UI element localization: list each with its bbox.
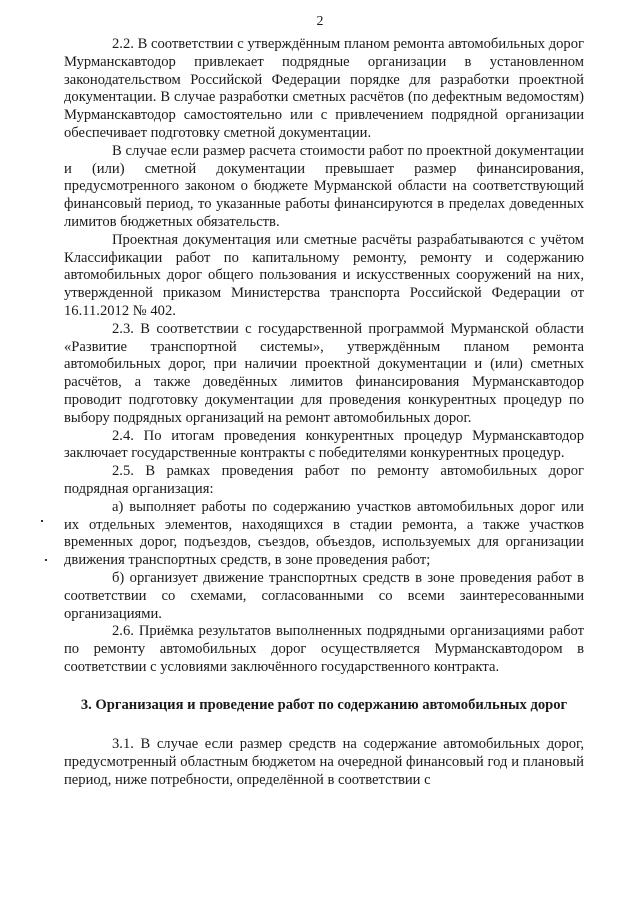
paragraph-2-3: 2.3. В соответствии с государственной программой Мурманской области «Развитие транспортной системы», утверждённым планом ремонта автомобильных дорог, при наличии проектной документации и (или) сметных расчётов, а также доведённых лимитов финансирования Мурманскавтодор проводит подготовку документации для проведения конкурентных процедур по выбору подрядных организаций на ремонт автомобильных дорог. [64, 320, 584, 426]
paragraph-3-1: 3.1. В случае если размер средств на содержание автомобильных дорог, предусмотренный областным бюджетом на очередной финансовый год и плановый период, ниже потребности, определённой в соответствии с [64, 736, 584, 789]
paragraph-2-5: 2.5. В рамках проведения работ по ремонту автомобильных дорог подрядная организация: [64, 463, 584, 497]
paragraph-2-5-a: а) выполняет работы по содержанию участков автомобильных дорог или их отдельных элементов, находящихся в стадии ремонта, а также участков временных дорог, подъездов, съездов, объездов, используемых для организации движения транспортных средств, в зоне проведения работ; [64, 498, 584, 569]
scan-dot-mark [45, 559, 47, 561]
paragraph-2-2: 2.2. В соответствии с утверждённым планом ремонта автомобильных дорог Мурманскавтодор привлекает подрядные организации в установленном законодательством Российской Федерации порядке для разработки проектной документации. В случае разработки сметных расчётов (по дефектным ведомостям) Мурманскавтодор самостоятельно или с привлечением подрядной организации обеспечивает подготовку сметной документации. [64, 36, 584, 141]
section-heading: 3. Организация и проведение работ по содержанию автомобильных дорог [80, 696, 568, 713]
paragraph-2-2-classification: Проектная документация или сметные расчёты разрабатываются с учётом Классификации работ по капитальному ремонту, ремонту и содержанию автомобильных дорог общего пользования и искусственных сооружений на них, утвержденной приказом Министерства транспорта Российской Федерации от 16.11.2012 № 402. [64, 231, 584, 319]
document-body [64, 36, 584, 790]
paragraph-2-6: 2.6. Приёмка результатов выполненных подрядными организациями работ по ремонту автомобильных дорог осуществляется Мурманскавтодором в соответствии с условиями заключённого государственного контракта. [64, 623, 584, 675]
paragraph-2-2-budget: В случае если размер расчета стоимости работ по проектной документации и (или) сметной документации превышает размер финансирования, предусмотренного законом о бюджете Мурманской области на соответствующий финансовый период, то указанные работы финансируются в пределах доведенных лимитов бюджетных обязательств. [64, 142, 584, 230]
paragraph-2-4: 2.4. По итогам проведения конкурентных процедур Мурманскавтодор заключает государственные контракты с победителями конкурентных процедур. [64, 427, 584, 462]
page-number: 2 [316, 14, 324, 29]
scan-dot-mark [41, 520, 43, 522]
paragraph-2-5-b: б) организует движение транспортных средств в зоне проведения работ в соответствии со схемами, согласованными со всеми заинтересованными организациями. [64, 569, 584, 622]
